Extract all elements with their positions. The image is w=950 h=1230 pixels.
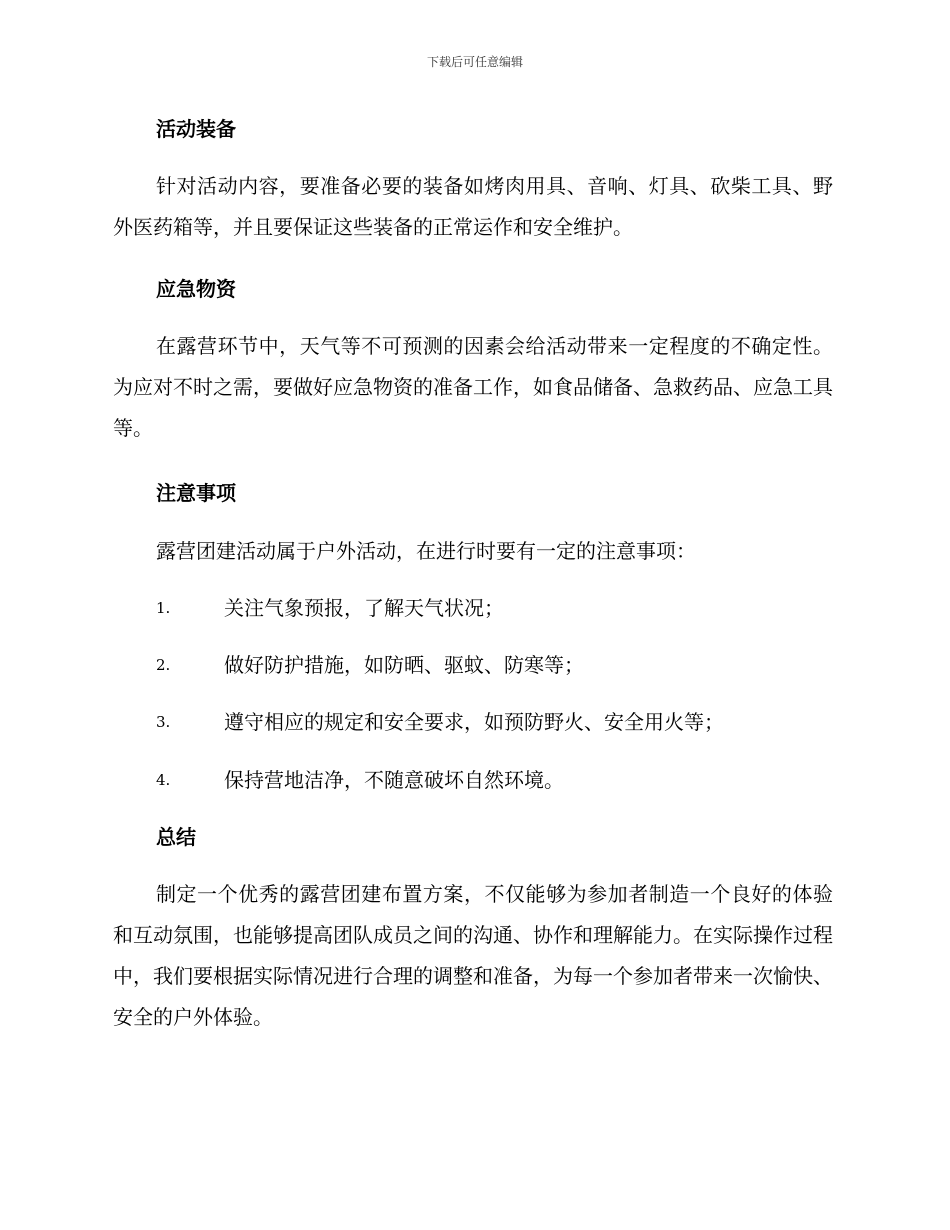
list-text: 关注气象预报，了解天气状况； [224,596,504,620]
page-header: 下载后可任意编辑 [426,55,523,69]
section-heading-summary: 总结 [156,825,196,849]
paragraph-summary: 制定一个优秀的露营团建布置方案，不仅能够为参加者制造一个良好的体验和互动氛围，也能够提高团队成员之间的沟通、协作和理解能力。在实际操作过程中，我们要根据实际情况进行合理的调整和准备，为每一个参加者带来一次愉快、安全的户外体验。 [113,882,833,1029]
section-body-equipment [113,166,833,248]
list-item [156,594,836,622]
list-number: 2. [156,656,171,674]
list-text: 保持营地洁净，不随意破坏自然环境。 [224,768,564,792]
section-body-emergency [113,326,833,449]
list-number: 4. [156,771,171,789]
section-heading-emergency: 应急物资 [156,277,236,301]
section-body-summary [113,874,833,1038]
section-heading-equipment: 活动装备 [156,117,236,141]
list-item [156,651,836,679]
list-item [156,766,836,794]
list-number: 1. [156,599,171,617]
list-text: 遵守相应的规定和安全要求，如预防野火、安全用火等； [224,710,724,734]
paragraph-equipment: 针对活动内容，要准备必要的装备如烤肉用具、音响、灯具、砍柴工具、野外医药箱等，并且要保证这些装备的正常运作和安全维护。 [113,174,833,239]
notes-intro: 露营团建活动属于户外活动，在进行时要有一定的注意事项： [156,539,696,563]
list-number: 3. [156,713,171,731]
list-item [156,708,836,736]
section-heading-notes: 注意事项 [156,481,236,505]
paragraph-emergency: 在露营环节中，天气等不可预测的因素会给活动带来一定程度的不确定性。为应对不时之需，要做好应急物资的准备工作，如食品储备、急救药品、应急工具等。 [113,334,833,440]
list-text: 做好防护措施，如防晒、驱蚊、防寒等； [224,653,584,677]
